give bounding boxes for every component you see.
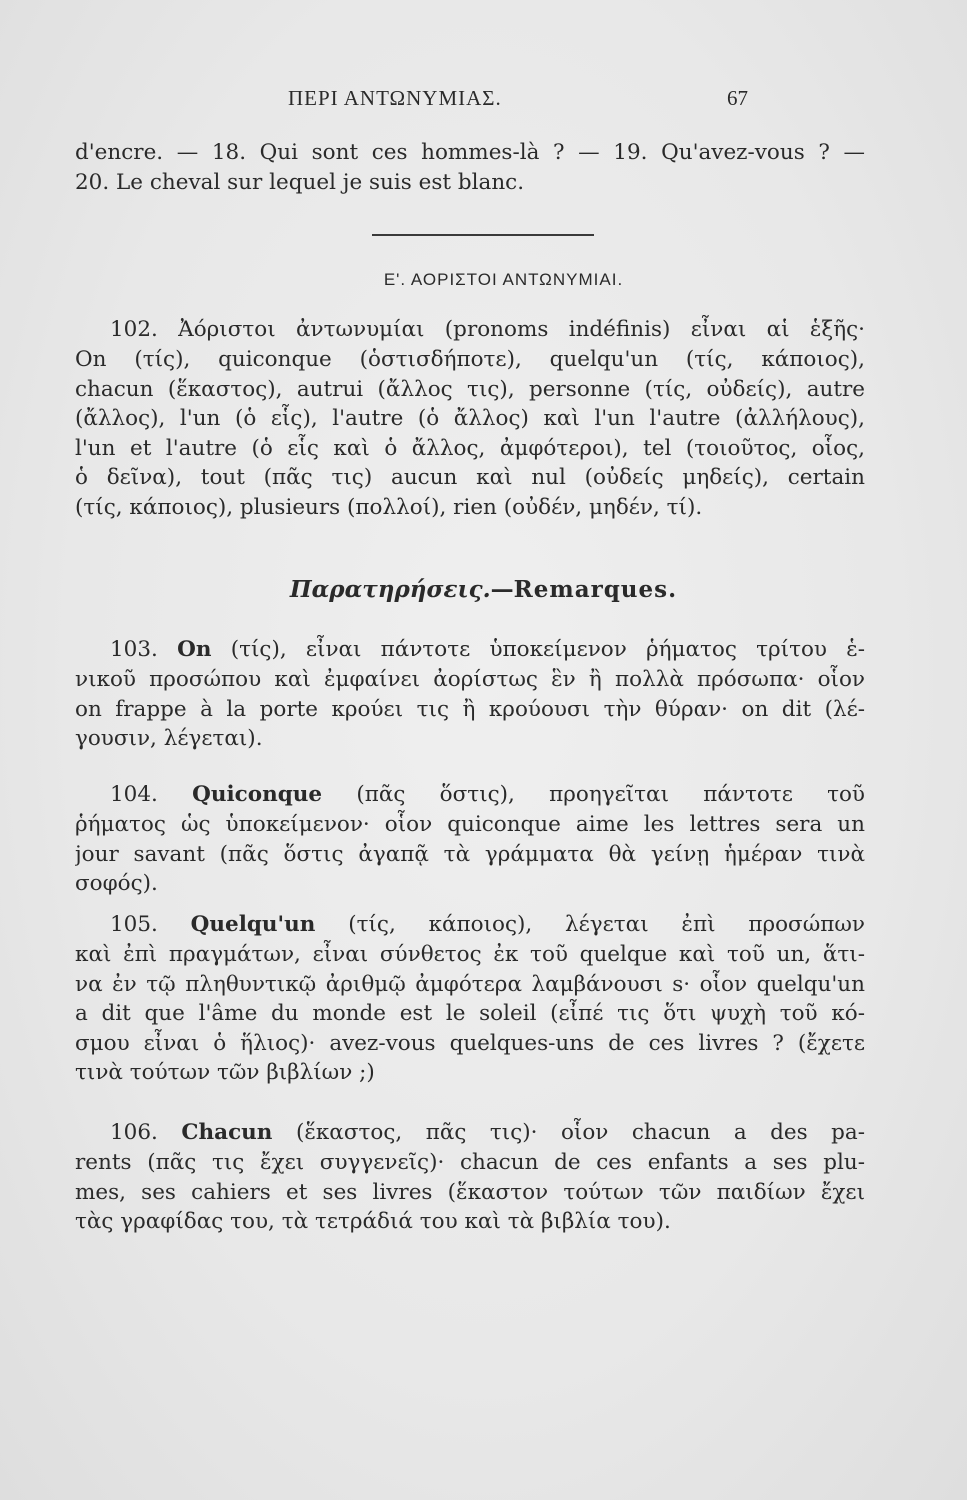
separator-rule [372,234,594,236]
paragraph-line: τινὰ τούτων τῶν βιβλίων ;) [75,1060,375,1086]
exercise-line: 20. Le cheval sur lequel je suis est blanc. [75,169,525,195]
remarks-heading [0,576,967,603]
paragraph-line: σοφός). [75,871,158,897]
paragraph-line: ῥήματος ὡς ὑποκείμενον· οἷον quiconque aime les lettres sera un [75,812,865,837]
remarks-greek: Παρατηρήσεις. [289,576,491,603]
paragraph-103 [75,665,865,754]
paragraph-line: νικοῦ προσώπου καὶ ἐμφαίνει ἀορίστως ἓν ἢ πολλὰ πρόσωπα· οἷον [75,667,865,692]
paragraph-number: 104. [110,782,158,807]
paragraph-line: rents (πᾶς τις ἔχει συγγενεῖς)· chacun de ces enfants a ses plu- [75,1150,865,1175]
paragraph-text: (τίς), εἶναι πάντοτε ὑποκείμενον ῥήματος τρίτου ἑ- [230,637,865,662]
remarks-dash: — [490,576,514,603]
paragraph-number: 105. [110,912,158,937]
paragraph-106 [75,1148,865,1237]
paragraph-102 [75,345,865,523]
paragraph-line: γουσιν, λέγεται). [75,726,263,752]
paragraph-line [110,780,865,810]
term-chacun: Chacun [181,1120,273,1145]
term-quelquun: Quelqu'un [190,912,316,937]
paragraph-line: on frappe à la porte κρούει τις ἢ κρούουσι τὴν θύραν· on dit (λέ- [75,696,865,722]
paragraph-line: jour savant (πᾶς ὅστις ἀγαπᾷ τὰ γράμματα θὰ γείνῃ ἡμέραν τινὰ [75,841,865,867]
paragraph-102-first [110,315,865,345]
header-title: ΠΕΡΙ ΑΝΤΩΝΥΜΙΑΣ. [288,86,502,110]
paragraph-text: (ἕκαστος, πᾶς τις)· οἷον chacun a des pa- [295,1120,865,1145]
paragraph-line: chacun (ἕκαστος), autrui (ἄλλος τις), personne (τίς, οὐδείς), autre [75,376,865,402]
term-on: On [177,637,212,662]
paragraph-103-first [110,635,865,665]
paragraph-line: l'un et l'autre (ὁ εἷς καὶ ὁ ἄλλος, ἀμφότεροι), tel (τοιοῦτος, οἷος, [75,435,865,461]
section-title: Ε'. ΑΟΡΙΣΤΟΙ ΑΝΤΩΝΥΜΙΑΙ. [383,270,624,289]
paragraph-line: να ἐν τῷ πληθυντικῷ ἀριθμῷ ἀμφότερα λαμβάνουσι s· οἷον quelqu'un [75,971,865,997]
paragraph-line: On (τίς), quiconque (ὁστισδήποτε), quelqu'un (τίς, κάποιος), [75,347,865,372]
exercise-block [75,138,865,197]
paragraph-106-first [110,1118,865,1148]
remarks-french: Remarques. [513,576,678,603]
paragraph-line: (τίς, κάποιος), plusieurs (πολλοί), rien (οὐδέν, μηδέν, τί). [75,494,703,520]
paragraph-line: τὰς γραφίδας του, τὰ τετράδιά του καὶ τὰ βιβλία του). [75,1209,671,1235]
term-quiconque: Quiconque [192,782,323,807]
paragraph-line [110,635,865,665]
running-header [0,86,967,116]
paragraph-text: (πᾶς ὅστις), προηγεῖται πάντοτε τοῦ [356,782,865,807]
paragraph-line: σμου εἶναι ὁ ἥλιος)· avez-vous quelques-uns de ces livres ? (ἔχετε [75,1030,865,1056]
paragraph-line [110,1118,865,1148]
paragraph-105-first [110,910,865,940]
paragraph-line: 102. Ἀόριστοι ἀντωνυμίαι (pronoms indéfinis) εἶναι αἱ ἑξῆς· [110,317,865,342]
paragraph-text: (τίς, κάποιος), λέγεται ἐπὶ προσώπων [348,912,865,937]
page-number: 67 [727,86,748,110]
paragraph-line: καὶ ἐπὶ πραγμάτων, εἶναι σύνθετος ἐκ τοῦ quelque καὶ τοῦ un, ἅτι- [75,942,865,967]
paragraph-line: mes, ses cahiers et ses livres (ἕκαστον τούτων τῶν παιδίων ἔχει [75,1179,865,1205]
paragraph-number: 103. [110,637,158,662]
paragraph-104 [75,810,865,899]
paragraph-105 [75,940,865,1088]
paragraph-line: a dit que l'âme du monde est le soleil (εἶπέ τις ὅτι ψυχὴ τοῦ κό- [75,1001,865,1027]
paragraph-line: ὁ δεῖνα), tout (πᾶς τις) aucun καὶ nul (οὐδείς μηδείς), certain [75,465,865,491]
paragraph-line [110,910,865,940]
paragraph-104-first [110,780,865,810]
paragraph-number: 106. [110,1120,158,1145]
exercise-line: d'encre. — 18. Qui sont ces hommes-là ? — 19. Qu'avez-vous ? — [75,140,865,165]
paragraph-line: (ἄλλος), l'un (ὁ εἷς), l'autre (ὁ ἄλλος) καὶ l'un l'autre (ἀλλήλους), [75,406,865,432]
